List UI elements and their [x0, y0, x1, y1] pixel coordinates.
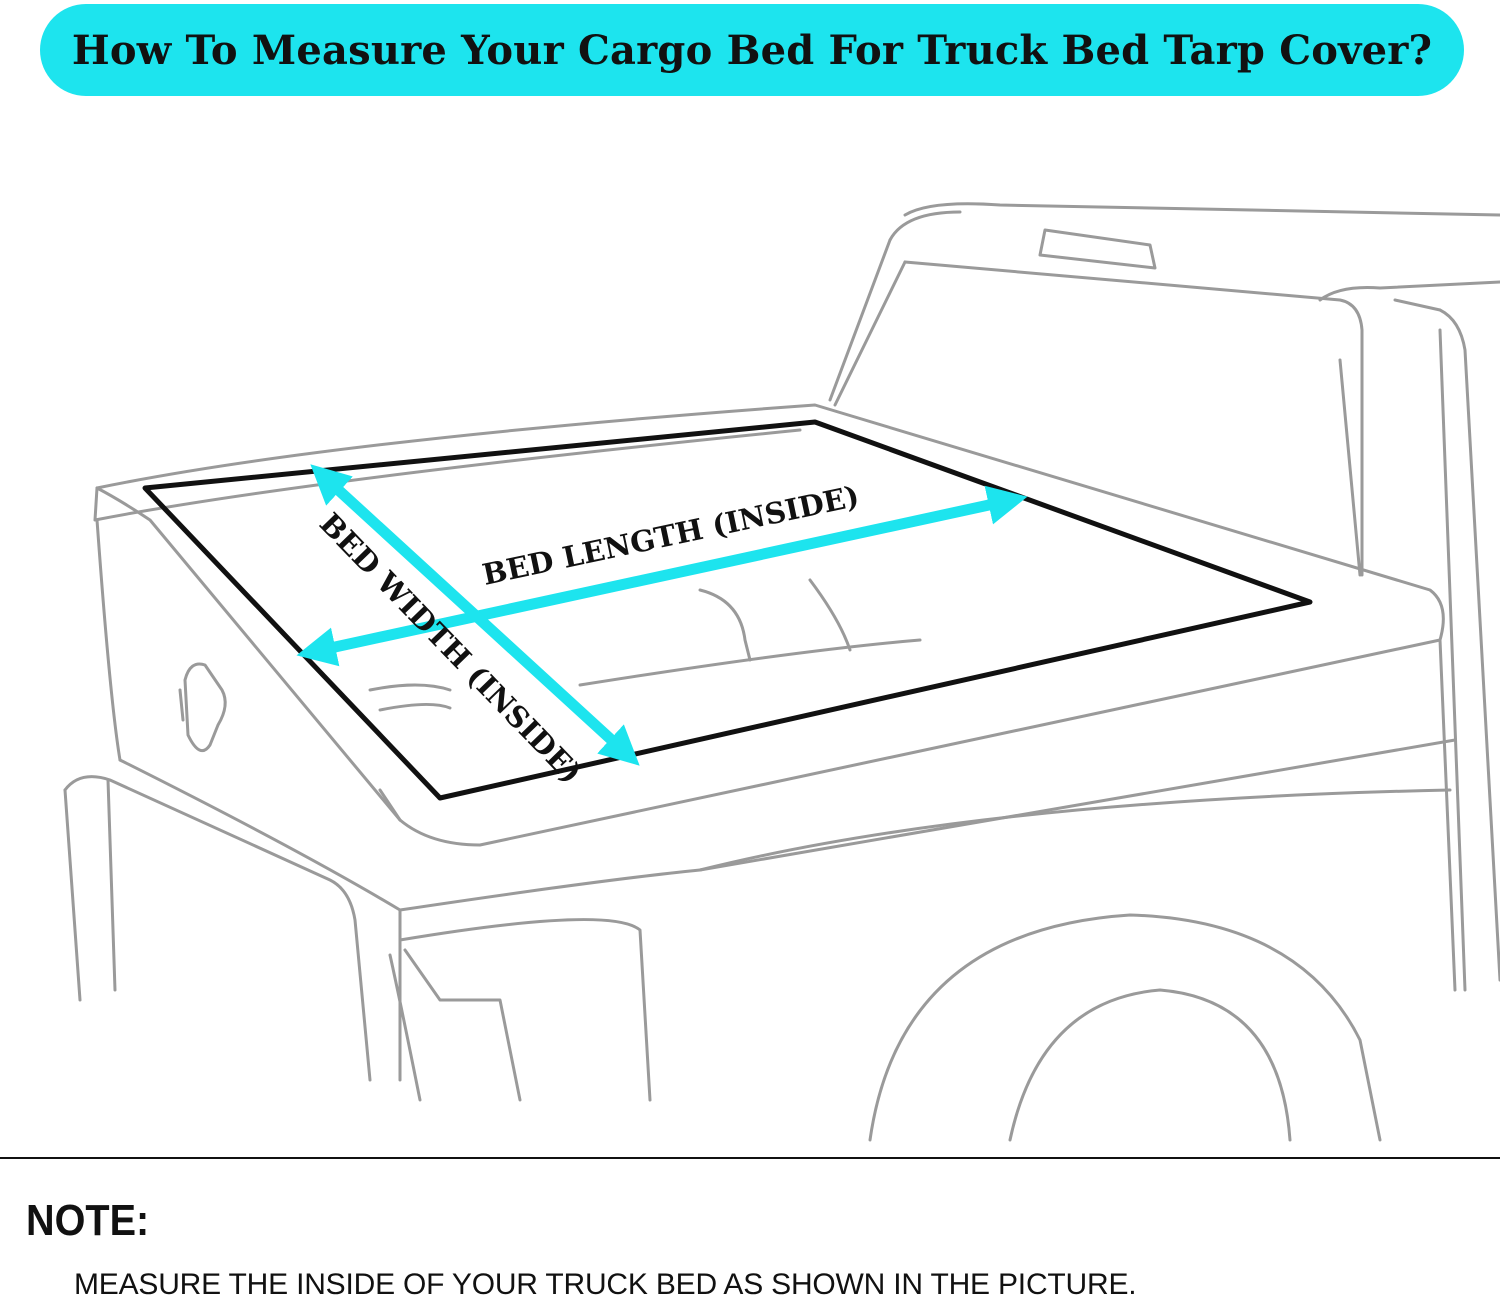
bed-width-label: BED WIDTH (INSIDE)	[312, 506, 589, 790]
bed-width-arrow	[322, 475, 628, 755]
page-title: How To Measure Your Cargo Bed For Truck Bed Tarp Cover?	[71, 26, 1433, 74]
note-body: MEASURE THE INSIDE OF YOUR TRUCK BED AS SHOWN IN THE PICTURE.	[74, 1268, 1137, 1301]
bed-length-label: BED LENGTH (INSIDE)	[479, 478, 863, 592]
truck-outline	[65, 204, 1500, 1140]
note-heading: NOTE:	[26, 1196, 150, 1245]
divider-line	[0, 1157, 1500, 1159]
